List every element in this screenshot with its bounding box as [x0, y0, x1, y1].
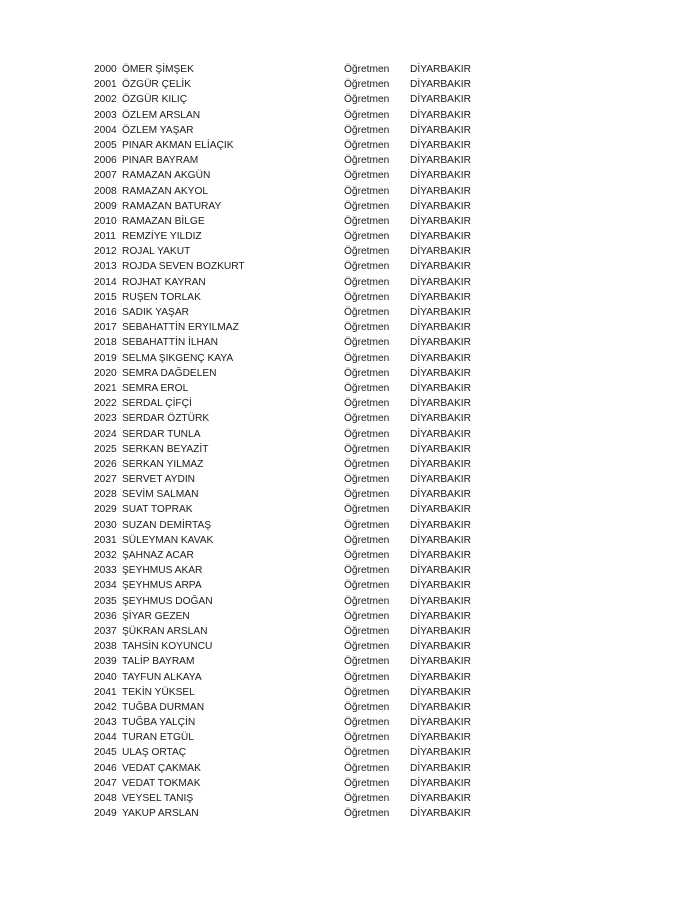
role-label: Öğretmen [344, 686, 390, 698]
row-number: 2000 [94, 64, 117, 75]
row-number: 2007 [94, 170, 117, 182]
row-number: 2009 [94, 200, 117, 212]
role-label: Öğretmen [344, 170, 390, 182]
person-name: SERDAL ÇİFÇİ [122, 398, 192, 410]
list-row [0, 275, 700, 290]
city-label: DİYARBAKIR [410, 124, 471, 136]
list-row [0, 457, 700, 472]
list-row [0, 259, 700, 274]
row-number: 2012 [94, 246, 117, 258]
city-label: DİYARBAKIR [410, 534, 471, 546]
row-number: 2043 [94, 717, 117, 729]
role-label: Öğretmen [344, 231, 390, 243]
person-name: SEMRA DAĞDELEN [122, 367, 217, 379]
row-number: 2036 [94, 610, 117, 622]
row-number: 2018 [94, 337, 117, 349]
list-row [0, 305, 700, 320]
person-name: SUZAN DEMİRTAŞ [122, 519, 212, 531]
list-row [0, 77, 700, 92]
row-number: 2038 [94, 641, 117, 653]
list-row [0, 411, 700, 426]
row-number: 2040 [94, 671, 117, 683]
list-row [0, 487, 700, 502]
person-name: ÖMER ŞİMŞEK [122, 64, 194, 75]
list-row [0, 351, 700, 366]
city-label: DİYARBAKIR [410, 519, 471, 531]
row-number: 2028 [94, 489, 117, 501]
person-name: REMZİYE YILDIZ [122, 231, 202, 243]
list-row [0, 62, 700, 77]
city-label: DİYARBAKIR [410, 215, 471, 227]
person-name: SERKAN BEYAZİT [122, 443, 209, 455]
person-name: RAMAZAN AKYOL [122, 185, 209, 197]
city-label: DİYARBAKIR [410, 185, 471, 197]
city-label: DİYARBAKIR [410, 155, 471, 167]
list-row [0, 320, 700, 335]
person-name: SEVİM SALMAN [122, 489, 199, 501]
role-label: Öğretmen [344, 307, 390, 318]
city-label: DİYARBAKIR [410, 413, 471, 425]
role-label: Öğretmen [344, 215, 390, 227]
row-number: 2014 [94, 276, 117, 288]
city-label: DİYARBAKIR [410, 170, 471, 182]
city-label: DİYARBAKIR [410, 367, 471, 379]
person-name: SERDAR ÖZTÜRK [122, 413, 210, 425]
city-label: DİYARBAKIR [410, 200, 471, 212]
row-number: 2023 [94, 413, 117, 425]
person-name: ROJAL YAKUT [122, 246, 191, 258]
person-name: ŞAHNAZ ACAR [122, 550, 194, 561]
person-name: ŞEYHMUS DOĞAN [122, 595, 213, 607]
list-row [0, 335, 700, 350]
person-name: ŞEYHMUS AKAR [122, 565, 203, 577]
city-label: DİYARBAKIR [410, 625, 471, 637]
role-label: Öğretmen [344, 109, 390, 121]
role-label: Öğretmen [344, 337, 390, 349]
list-row [0, 138, 700, 153]
person-name: ÖZLEM ARSLAN [122, 109, 201, 121]
role-label: Öğretmen [344, 610, 390, 622]
person-name: YAKUP ARSLAN [122, 808, 199, 820]
list-row [0, 594, 700, 609]
role-label: Öğretmen [344, 398, 390, 410]
row-number: 2013 [94, 261, 117, 273]
list-row [0, 244, 700, 259]
role-label: Öğretmen [344, 367, 390, 379]
list-row [0, 518, 700, 533]
city-label: DİYARBAKIR [410, 489, 471, 501]
person-name: SERDAR TUNLA [122, 428, 201, 440]
row-number: 2045 [94, 747, 117, 759]
role-label: Öğretmen [344, 382, 390, 394]
list-row [0, 184, 700, 199]
person-name: SELMA ŞIKGENÇ KAYA [122, 352, 234, 364]
city-label: DİYARBAKIR [410, 565, 471, 577]
role-label: Öğretmen [344, 534, 390, 546]
city-label: DİYARBAKIR [410, 550, 471, 561]
city-label: DİYARBAKIR [410, 109, 471, 121]
city-label: DİYARBAKIR [410, 732, 471, 744]
person-name: SERVET AYDIN [122, 474, 196, 486]
city-label: DİYARBAKIR [410, 246, 471, 258]
person-name: VEYSEL TANIŞ [122, 793, 194, 804]
role-label: Öğretmen [344, 276, 390, 288]
person-name: TALİP BAYRAM [122, 656, 195, 668]
list-row [0, 624, 700, 639]
row-number: 2017 [94, 322, 117, 334]
list-row [0, 427, 700, 442]
list-row [0, 639, 700, 654]
row-number: 2015 [94, 291, 117, 303]
row-number: 2022 [94, 398, 117, 410]
role-label: Öğretmen [344, 291, 390, 303]
row-number: 2001 [94, 79, 117, 91]
role-label: Öğretmen [344, 79, 390, 91]
row-number: 2003 [94, 109, 117, 121]
row-number: 2030 [94, 519, 117, 531]
list-row [0, 761, 700, 776]
list-row [0, 715, 700, 730]
role-label: Öğretmen [344, 519, 390, 531]
role-label: Öğretmen [344, 458, 390, 470]
role-label: Öğretmen [344, 428, 390, 440]
person-name: RUŞEN TORLAK [122, 291, 201, 303]
list-row [0, 381, 700, 396]
city-label: DİYARBAKIR [410, 595, 471, 607]
row-number: 2031 [94, 534, 117, 546]
role-label: Öğretmen [344, 671, 390, 683]
role-label: Öğretmen [344, 701, 390, 713]
row-number: 2032 [94, 550, 117, 561]
list-row [0, 670, 700, 685]
role-label: Öğretmen [344, 641, 390, 653]
role-label: Öğretmen [344, 155, 390, 167]
city-label: DİYARBAKIR [410, 64, 471, 75]
row-number: 2020 [94, 367, 117, 379]
role-label: Öğretmen [344, 200, 390, 212]
city-label: DİYARBAKIR [410, 382, 471, 394]
row-number: 2011 [94, 231, 116, 243]
role-label: Öğretmen [344, 595, 390, 607]
list-row [0, 199, 700, 214]
role-label: Öğretmen [344, 246, 390, 258]
role-label: Öğretmen [344, 625, 390, 637]
role-label: Öğretmen [344, 808, 390, 820]
row-number: 2029 [94, 504, 117, 516]
person-name: SEMRA EROL [122, 382, 189, 394]
city-label: DİYARBAKIR [410, 580, 471, 592]
city-label: DİYARBAKIR [410, 443, 471, 455]
list-row [0, 533, 700, 548]
row-number: 2042 [94, 701, 117, 713]
city-label: DİYARBAKIR [410, 322, 471, 334]
list-row [0, 168, 700, 183]
row-number: 2006 [94, 155, 117, 167]
list-row [0, 366, 700, 381]
city-label: DİYARBAKIR [410, 747, 471, 759]
city-label: DİYARBAKIR [410, 337, 471, 349]
person-name: VEDAT TOKMAK [122, 777, 201, 789]
role-label: Öğretmen [344, 580, 390, 592]
row-number: 2044 [94, 732, 117, 744]
row-number: 2005 [94, 139, 117, 151]
list-row [0, 290, 700, 305]
city-label: DİYARBAKIR [410, 610, 471, 622]
role-label: Öğretmen [344, 185, 390, 197]
role-label: Öğretmen [344, 443, 390, 455]
row-number: 2039 [94, 656, 117, 668]
person-name: ROJHAT KAYRAN [122, 276, 206, 288]
list-row [0, 442, 700, 457]
city-label: DİYARBAKIR [410, 762, 471, 774]
role-label: Öğretmen [344, 732, 390, 744]
person-name: ULAŞ ORTAÇ [122, 747, 187, 759]
city-label: DİYARBAKIR [410, 352, 471, 364]
list-row [0, 92, 700, 107]
row-number: 2041 [94, 686, 117, 698]
row-number: 2027 [94, 474, 117, 486]
role-label: Öğretmen [344, 656, 390, 668]
list-row [0, 548, 700, 563]
person-name: ÖZGÜR KILIÇ [122, 94, 188, 106]
personnel-list [0, 62, 700, 821]
person-name: TEKİN YÜKSEL [122, 686, 195, 698]
role-label: Öğretmen [344, 550, 390, 561]
city-label: DİYARBAKIR [410, 428, 471, 440]
list-row [0, 108, 700, 123]
role-label: Öğretmen [344, 139, 390, 151]
row-number: 2047 [94, 777, 117, 789]
role-label: Öğretmen [344, 413, 390, 425]
row-number: 2008 [94, 185, 117, 197]
city-label: DİYARBAKIR [410, 671, 471, 683]
list-row [0, 776, 700, 791]
city-label: DİYARBAKIR [410, 458, 471, 470]
row-number: 2046 [94, 762, 117, 774]
city-label: DİYARBAKIR [410, 139, 471, 151]
list-row [0, 153, 700, 168]
person-name: RAMAZAN BİLGE [122, 215, 205, 227]
person-name: PINAR AKMAN ELİAÇIK [122, 139, 234, 151]
person-name: SADIK YAŞAR [122, 307, 189, 318]
person-name: ŞİYAR GEZEN [122, 610, 190, 622]
role-label: Öğretmen [344, 352, 390, 364]
city-label: DİYARBAKIR [410, 79, 471, 91]
city-label: DİYARBAKIR [410, 656, 471, 668]
person-name: SEBAHATTİN ERYILMAZ [122, 322, 239, 334]
person-name: TUĞBA YALÇİN [122, 717, 196, 729]
city-label: DİYARBAKIR [410, 504, 471, 516]
list-row [0, 214, 700, 229]
city-label: DİYARBAKIR [410, 777, 471, 789]
city-label: DİYARBAKIR [410, 231, 471, 243]
city-label: DİYARBAKIR [410, 398, 471, 410]
list-row [0, 123, 700, 138]
row-number: 2033 [94, 565, 117, 577]
person-name: SÜLEYMAN KAVAK [122, 534, 214, 546]
person-name: ÖZGÜR ÇELİK [122, 79, 192, 91]
role-label: Öğretmen [344, 777, 390, 789]
role-label: Öğretmen [344, 474, 390, 486]
list-row [0, 806, 700, 821]
role-label: Öğretmen [344, 565, 390, 577]
city-label: DİYARBAKIR [410, 261, 471, 273]
list-row [0, 745, 700, 760]
role-label: Öğretmen [344, 261, 390, 273]
list-row [0, 396, 700, 411]
row-number: 2004 [94, 124, 117, 136]
role-label: Öğretmen [344, 504, 390, 516]
row-number: 2024 [94, 428, 117, 440]
role-label: Öğretmen [344, 94, 390, 106]
person-name: TAHSİN KOYUNCU [122, 641, 213, 653]
role-label: Öğretmen [344, 793, 390, 804]
city-label: DİYARBAKIR [410, 276, 471, 288]
row-number: 2048 [94, 793, 117, 804]
role-label: Öğretmen [344, 489, 390, 501]
list-row [0, 472, 700, 487]
list-row [0, 730, 700, 745]
list-row [0, 578, 700, 593]
person-name: ROJDA SEVEN BOZKURT [122, 261, 245, 273]
person-name: SERKAN YILMAZ [122, 458, 204, 470]
row-number: 2025 [94, 443, 117, 455]
role-label: Öğretmen [344, 124, 390, 136]
role-label: Öğretmen [344, 747, 390, 759]
role-label: Öğretmen [344, 762, 390, 774]
person-name: SUAT TOPRAK [122, 504, 193, 516]
city-label: DİYARBAKIR [410, 701, 471, 713]
list-row [0, 791, 700, 806]
person-name: VEDAT ÇAKMAK [122, 762, 201, 774]
city-label: DİYARBAKIR [410, 307, 471, 318]
city-label: DİYARBAKIR [410, 717, 471, 729]
person-name: RAMAZAN BATURAY [122, 200, 222, 212]
row-number: 2010 [94, 215, 117, 227]
role-label: Öğretmen [344, 64, 390, 75]
row-number: 2026 [94, 458, 117, 470]
list-row [0, 700, 700, 715]
city-label: DİYARBAKIR [410, 474, 471, 486]
role-label: Öğretmen [344, 717, 390, 729]
person-name: TAYFUN ALKAYA [122, 671, 202, 683]
row-number: 2019 [94, 352, 117, 364]
row-number: 2034 [94, 580, 117, 592]
list-row [0, 563, 700, 578]
person-name: ŞEYHMUS ARPA [122, 580, 202, 592]
list-row [0, 685, 700, 700]
row-number: 2049 [94, 808, 117, 820]
person-name: TUĞBA DURMAN [122, 701, 205, 713]
city-label: DİYARBAKIR [410, 686, 471, 698]
person-name: ÖZLEM YAŞAR [122, 124, 194, 136]
city-label: DİYARBAKIR [410, 808, 471, 820]
person-name: RAMAZAN AKGÜN [122, 170, 211, 182]
person-name: PINAR BAYRAM [122, 155, 199, 167]
row-number: 2002 [94, 94, 117, 106]
list-row [0, 229, 700, 244]
row-number: 2021 [94, 382, 117, 394]
role-label: Öğretmen [344, 322, 390, 334]
city-label: DİYARBAKIR [410, 94, 471, 106]
person-name: ŞÜKRAN ARSLAN [122, 625, 208, 637]
city-label: DİYARBAKIR [410, 291, 471, 303]
city-label: DİYARBAKIR [410, 793, 471, 804]
row-number: 2016 [94, 307, 117, 318]
row-number: 2035 [94, 595, 117, 607]
row-number: 2037 [94, 625, 117, 637]
person-name: TURAN ETGÜL [122, 732, 194, 744]
list-row [0, 654, 700, 669]
list-row [0, 502, 700, 517]
person-name: SEBAHATTİN İLHAN [122, 337, 219, 349]
city-label: DİYARBAKIR [410, 641, 471, 653]
list-row [0, 609, 700, 624]
